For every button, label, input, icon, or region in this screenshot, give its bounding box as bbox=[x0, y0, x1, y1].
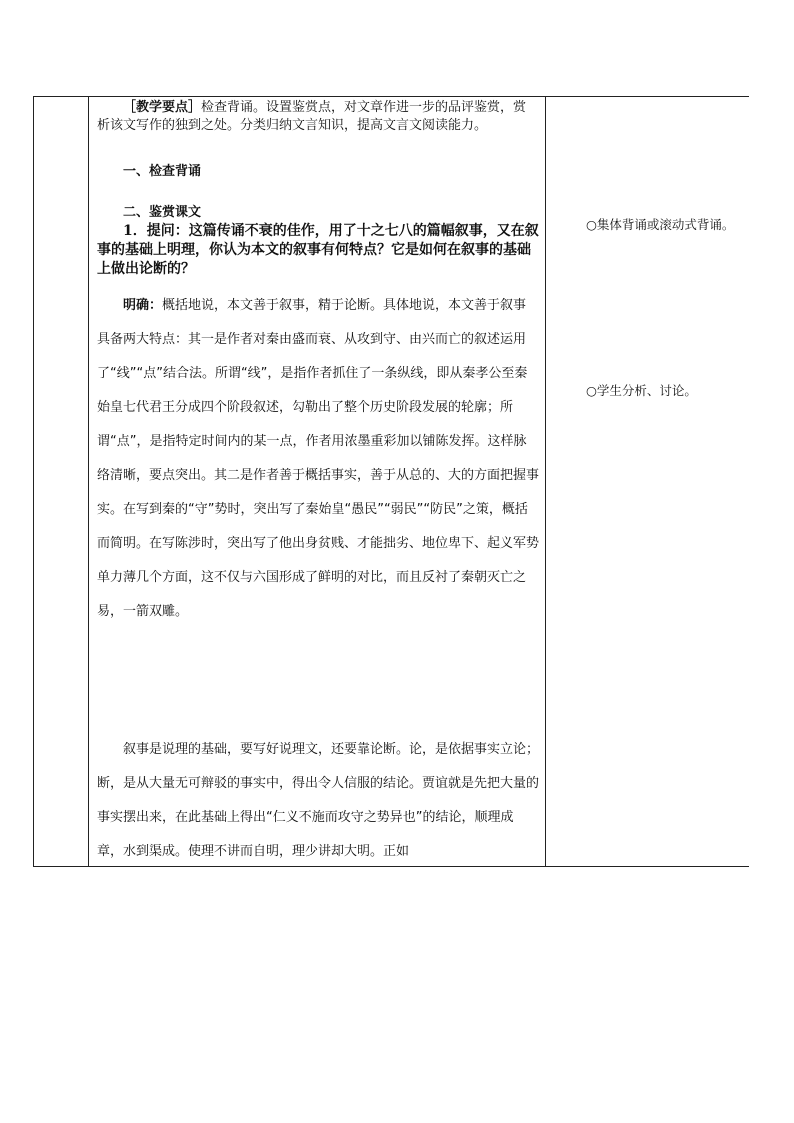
teaching-content-cell bbox=[89, 97, 546, 867]
section-heading-2: 二、鉴赏课文 bbox=[123, 205, 202, 220]
answer-text: 概括地说，本文善于叙事，精于论断。具体地说，本文善于叙事具备两大特点：其一是作者对秦由盛而衰、从攻到守、由兴而亡的叙述运用了“线”“点”结合法。所谓“线”，是指作者抓住了一条纵线，即从秦孝公至秦始皇七代君王分成四个阶段叙述，勾勒出了整个历史阶段发展的轮廓；所谓“点”，是指特定时间内的某一点，作者用浓墨重彩加以铺陈发挥。这样脉络清晰，要点突出。其二是作者善于概括事实，善于从总的、大的方面把握事实。在写到秦的“守”势时，突出写了秦始皇“愚民”“弱民”“防民”之策，概括而简明。在写陈涉时，突出写了他出身贫贱、才能拙劣、地位卑下、起义军势单力薄几个方面，这不仅与六国形成了鲜明的对比，而且反衬了秦朝灭亡之易，一箭双雕。 bbox=[97, 298, 540, 619]
teaching-points-label: ［教学要点］ bbox=[123, 100, 202, 115]
note-discussion: ○学生分析、讨论。 bbox=[586, 383, 697, 398]
section-heading-1: 一、检查背诵 bbox=[123, 164, 202, 179]
blank-column-cell bbox=[34, 97, 89, 867]
answer-paragraph bbox=[97, 289, 539, 629]
note-recitation: ○集体背诵或滚动式背诵。 bbox=[586, 217, 735, 232]
lesson-table bbox=[33, 96, 749, 867]
answer-label: 明确： bbox=[123, 298, 163, 313]
question-paragraph: 1．提问：这篇传诵不衰的佳作，用了十之七八的篇幅叙事，又在叙事的基础上明理，你认为本文的叙事有何特点？它是如何在叙事的基础上做出论断的？ bbox=[97, 223, 539, 277]
teaching-points-paragraph bbox=[97, 99, 539, 135]
notes-cell bbox=[546, 97, 750, 867]
argument-paragraph: 叙事是说理的基础，要写好说理文，还要靠论断。论，是依据事实立论；断，是从大量无可辩驳的事实中，得出令人信服的结论。贾谊就是先把大量的事实摆出来，在此基础上得出“仁义不施而攻守之势异也”的结论，顺理成章，水到渠成。使理不讲而自明，理少讲却大明。正如 bbox=[97, 742, 540, 859]
teaching-points-text: 检查背诵。设置鉴赏点，对文章作进一步的品评鉴赏，赏析该文写作的独到之处。分类归纳文言知识，提高文言文阅读能力。 bbox=[97, 100, 527, 133]
